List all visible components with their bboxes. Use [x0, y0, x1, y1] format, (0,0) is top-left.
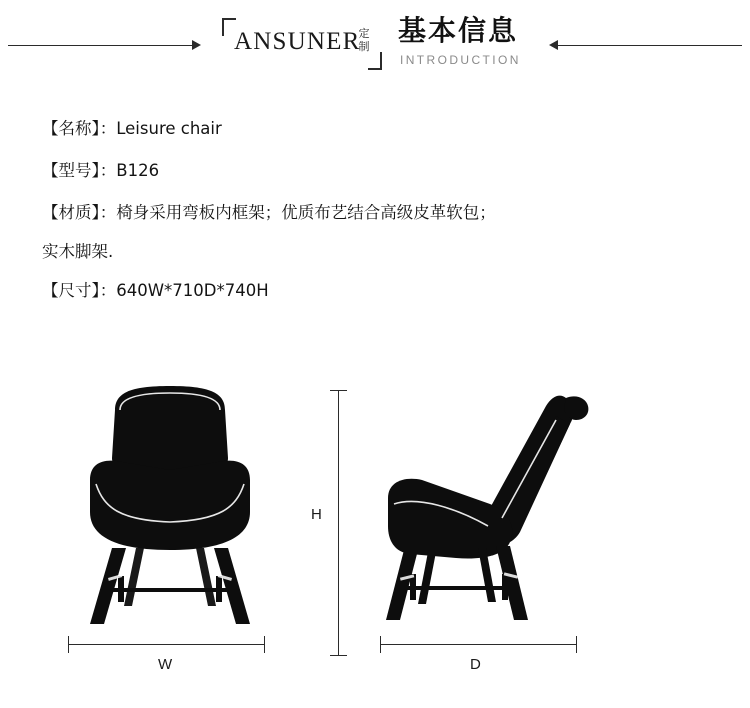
spec-value-model: B126 [116, 161, 160, 180]
spec-row-name [42, 108, 712, 150]
height-dimension-line [338, 390, 339, 655]
width-label: W [158, 656, 173, 673]
spec-value-material-continued: 实木脚架. [42, 242, 114, 261]
spec-label-model: 【型号】： [42, 161, 117, 180]
spec-value-material: 椅身采用弯板内框架；优质布艺结合高级皮革软包； [116, 203, 496, 222]
depth-dimension-line [380, 644, 576, 645]
width-dimension-line [68, 644, 264, 645]
side-view-chair [370, 380, 600, 650]
page-header [0, 0, 750, 92]
page-title: 基本信息 [398, 14, 519, 47]
spec-value-dimensions: 640W*710D*740H [116, 281, 269, 300]
height-label: H [311, 506, 322, 523]
header-arrow-left-icon [192, 40, 201, 50]
brand-subtitle: 定制 [358, 27, 370, 53]
front-view-chair [60, 380, 280, 650]
spec-label-name: 【名称】： [42, 119, 117, 138]
depth-dimension-cap-right [576, 636, 577, 653]
spec-list [42, 108, 712, 312]
brand-logo [222, 18, 382, 70]
header-rule-left [8, 45, 198, 46]
spec-row-model [42, 150, 712, 192]
spec-label-dimensions: 【尺寸】： [42, 281, 117, 300]
spec-row-material [42, 192, 712, 234]
dimension-diagram [0, 370, 750, 700]
depth-label: D [470, 656, 481, 673]
page-subtitle: INTRODUCTION [400, 53, 521, 67]
spec-row-dimensions [42, 270, 712, 312]
height-dimension-cap-bottom [330, 655, 347, 656]
section-title-block [398, 14, 598, 67]
brand-name: ANSUNER [234, 28, 361, 55]
height-dimension-cap-top [330, 390, 347, 391]
bracket-bottom-right-icon [368, 52, 382, 70]
spec-label-material: 【材质】： [42, 203, 117, 222]
depth-dimension-cap-left [380, 636, 381, 653]
width-dimension-cap-right [264, 636, 265, 653]
width-dimension-cap-left [68, 636, 69, 653]
spec-value-name: Leisure chair [116, 119, 222, 138]
